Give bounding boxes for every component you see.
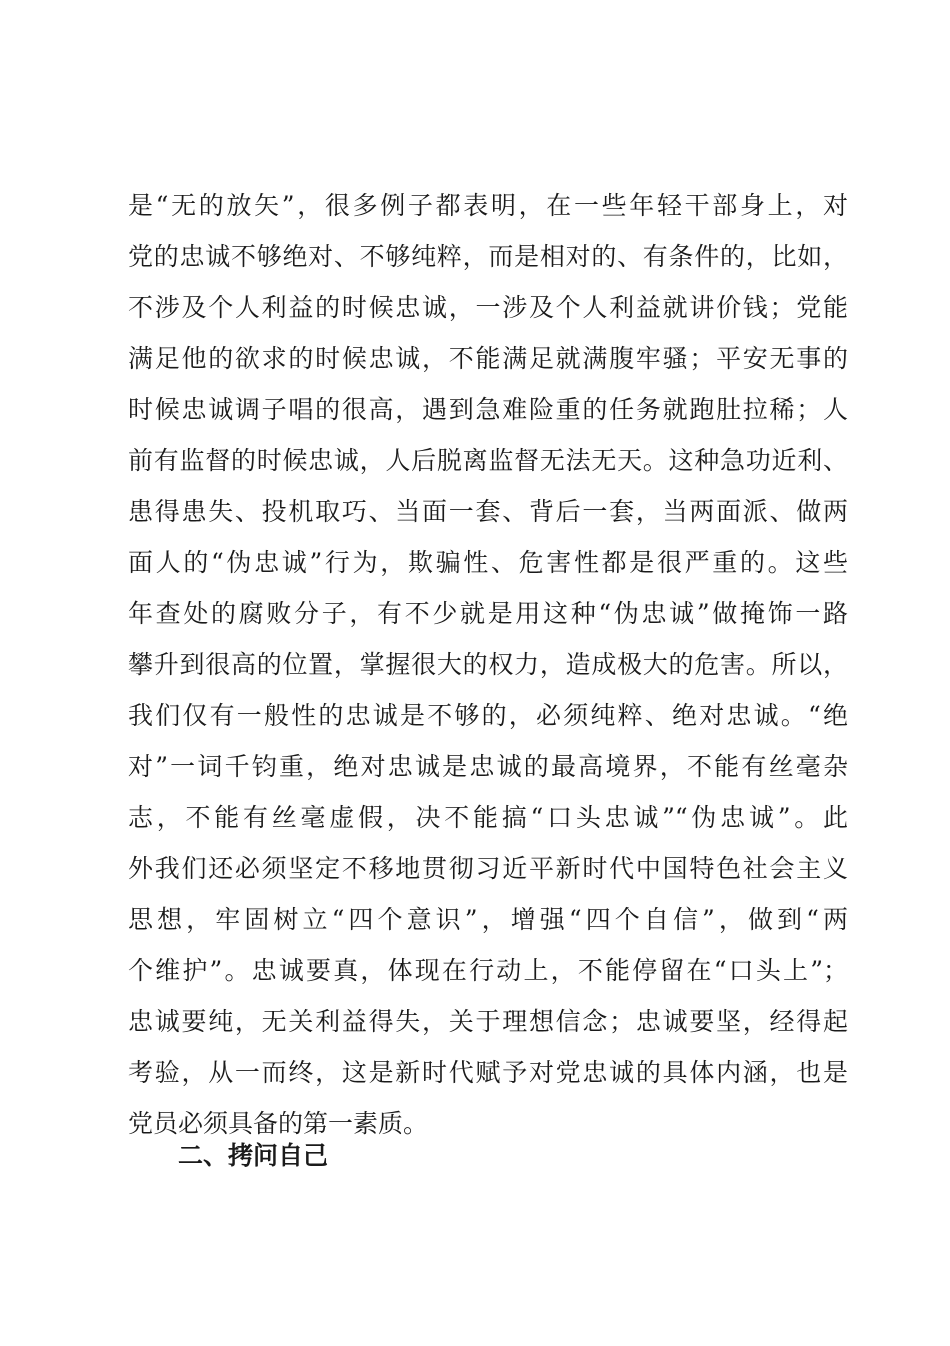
paragraph-line: 思想，牢固树立“四个意识”，增强“四个自信”，做到“两 xyxy=(128,905,848,934)
paragraph-line: 我们仅有一般性的忠诚是不够的，必须纯粹、绝对忠诚。“绝 xyxy=(128,701,848,730)
paragraph-line: 考验，从一而终，这是新时代赋予对党忠诚的具体内涵，也是 xyxy=(128,1058,848,1087)
paragraph-line: 年查处的腐败分子，有不少就是用这种“伪忠诚”做掩饰一路 xyxy=(128,599,848,628)
paragraph-line: 患得患失、投机取巧、当面一套、背后一套，当两面派、做两 xyxy=(128,497,848,526)
paragraph-line: 对”一词千钧重，绝对忠诚是忠诚的最高境界，不能有丝毫杂 xyxy=(128,752,848,781)
paragraph-line: 不涉及个人利益的时候忠诚，一涉及个人利益就讲价钱；党能 xyxy=(128,293,848,322)
paragraph-line: 前有监督的时候忠诚，人后脱离监督无法无天。这种急功近利、 xyxy=(128,446,848,475)
paragraph-line: 外我们还必须坚定不移地贯彻习近平新时代中国特色社会主义 xyxy=(128,854,848,883)
paragraph-line: 志，不能有丝毫虚假，决不能搞“口头忠诚”“伪忠诚”。此 xyxy=(128,803,848,832)
paragraph-line: 个维护”。忠诚要真，体现在行动上，不能停留在“口头上”； xyxy=(128,956,848,985)
section-heading: 二、拷问自己 xyxy=(178,1141,329,1170)
paragraph-line: 党的忠诚不够绝对、不够纯粹，而是相对的、有条件的，比如， xyxy=(128,242,848,271)
body-paragraph xyxy=(128,180,848,1149)
paragraph-line: 满足他的欲求的时候忠诚，不能满足就满腹牢骚；平安无事的 xyxy=(128,344,848,373)
paragraph-line: 忠诚要纯，无关利益得失，关于理想信念；忠诚要坚，经得起 xyxy=(128,1007,848,1036)
paragraph-line: 是“无的放矢”，很多例子都表明，在一些年轻干部身上，对 xyxy=(128,191,848,220)
paragraph-line: 面人的“伪忠诚”行为，欺骗性、危害性都是很严重的。这些 xyxy=(128,548,848,577)
paragraph-line: 攀升到很高的位置，掌握很大的权力，造成极大的危害。所以， xyxy=(128,650,848,679)
paragraph-line: 时候忠诚调子唱的很高，遇到急难险重的任务就跑肚拉稀；人 xyxy=(128,395,848,424)
paragraph-line: 党员必须具备的第一素质。 xyxy=(128,1109,429,1138)
